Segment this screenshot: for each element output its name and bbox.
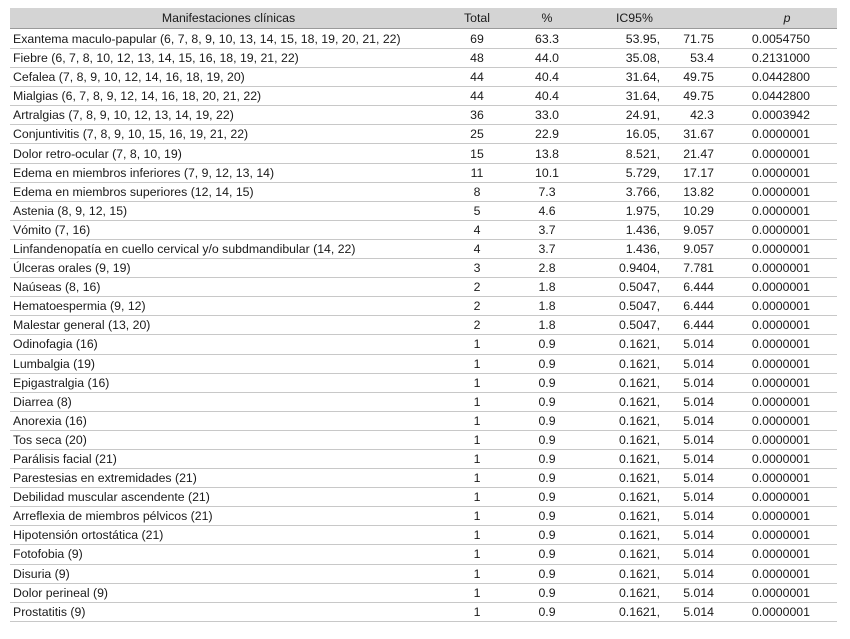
percent-cell: 0.9 <box>507 526 587 545</box>
p-value-cell: 0.0000001 <box>737 316 837 335</box>
ci95-cell <box>587 87 737 106</box>
ci95-high: 5.014 <box>683 509 714 524</box>
p-value-cell: 0.0000001 <box>737 125 837 144</box>
ci95-high: 7.781 <box>683 261 714 276</box>
ci95-low: 0.1621, <box>618 432 660 447</box>
ci95-low: 0.1621, <box>618 604 660 619</box>
total-cell: 36 <box>447 106 507 125</box>
table-row <box>10 182 837 201</box>
table-row <box>10 49 837 68</box>
table-row <box>10 29 837 49</box>
ci95-cell <box>587 354 737 373</box>
ci95-cell <box>587 182 737 201</box>
ci95-cell <box>587 335 737 354</box>
ci95-cell <box>587 392 737 411</box>
table-row <box>10 316 837 335</box>
ci95-low: 31.64, <box>625 70 660 85</box>
manifestation-cell: Astenia (8, 9, 12, 15) <box>10 201 447 220</box>
percent-cell: 3.7 <box>507 220 587 239</box>
total-cell: 25 <box>447 125 507 144</box>
ci95-high: 5.014 <box>683 547 714 562</box>
manifestation-cell: Hipotensión ortostática (21) <box>10 526 447 545</box>
ci95-cell <box>587 297 737 316</box>
percent-cell: 0.9 <box>507 602 587 621</box>
table-row <box>10 488 837 507</box>
percent-cell: 2.8 <box>507 259 587 278</box>
total-cell: 44 <box>447 87 507 106</box>
total-cell: 1 <box>447 602 507 621</box>
table-row <box>10 68 837 87</box>
ci95-high: 5.014 <box>683 471 714 486</box>
ci95-high: 5.014 <box>683 528 714 543</box>
ci95-cell <box>587 278 737 297</box>
manifestation-cell: Linfandenopatía en cuello cervical y/o subdmandibular (14, 22) <box>10 239 447 258</box>
manifestation-cell: Mialgias (6, 7, 8, 9, 12, 14, 16, 18, 20, 21, 22) <box>10 87 447 106</box>
percent-cell: 22.9 <box>507 125 587 144</box>
total-cell: 2 <box>447 278 507 297</box>
ci95-cell <box>587 201 737 220</box>
manifestation-cell: Fiebre (6, 7, 8, 10, 12, 13, 14, 15, 16, 18, 19, 21, 22) <box>10 49 447 68</box>
ci95-high: 9.057 <box>683 222 714 237</box>
ci95-cell <box>587 239 737 258</box>
ci95-high: 10.29 <box>683 203 714 218</box>
ci95-cell <box>587 507 737 526</box>
table-row <box>10 144 837 163</box>
p-value-cell: 0.0000001 <box>737 239 837 258</box>
manifestation-cell: Prostatitis (9) <box>10 602 447 621</box>
ci95-high: 49.75 <box>683 70 714 85</box>
table-row <box>10 239 837 258</box>
p-value-cell: 0.0000001 <box>737 583 837 602</box>
ci95-cell <box>587 488 737 507</box>
manifestation-cell: Anorexia (16) <box>10 411 447 430</box>
percent-cell: 40.4 <box>507 87 587 106</box>
percent-cell: 0.9 <box>507 392 587 411</box>
total-cell: 1 <box>447 411 507 430</box>
p-value-cell: 0.0000001 <box>737 201 837 220</box>
ci95-cell <box>587 259 737 278</box>
p-value-cell: 0.2131000 <box>737 49 837 68</box>
ci95-high: 5.014 <box>683 585 714 600</box>
percent-cell: 0.9 <box>507 335 587 354</box>
ci95-low: 0.1621, <box>618 585 660 600</box>
percent-cell: 0.9 <box>507 564 587 583</box>
ci95-low: 1.436, <box>625 222 660 237</box>
manifestation-cell: Conjuntivitis (7, 8, 9, 10, 15, 16, 19, 21, 22) <box>10 125 447 144</box>
table-row <box>10 373 837 392</box>
percent-cell: 0.9 <box>507 449 587 468</box>
percent-cell: 10.1 <box>507 163 587 182</box>
total-cell: 11 <box>447 163 507 182</box>
ci95-high: 5.014 <box>683 452 714 467</box>
p-value-cell: 0.0000001 <box>737 354 837 373</box>
manifestation-cell: Disuria (9) <box>10 564 447 583</box>
manifestation-cell: Edema en miembros superiores (12, 14, 15) <box>10 182 447 201</box>
manifestation-cell: Arreflexia de miembros pélvicos (21) <box>10 507 447 526</box>
ci95-cell <box>587 29 737 49</box>
ci95-low: 0.5047, <box>618 280 660 295</box>
p-value-cell: 0.0000001 <box>737 469 837 488</box>
ci95-cell <box>587 430 737 449</box>
ci95-low: 16.05, <box>625 127 660 142</box>
p-value-cell: 0.0000001 <box>737 488 837 507</box>
total-cell: 1 <box>447 488 507 507</box>
ci95-cell <box>587 602 737 621</box>
p-value-cell: 0.0000001 <box>737 373 837 392</box>
p-value-cell: 0.0054750 <box>737 29 837 49</box>
table-header <box>10 8 837 29</box>
ci95-low: 3.766, <box>625 184 660 199</box>
manifestation-cell: Naúseas (8, 16) <box>10 278 447 297</box>
ci95-low: 35.08, <box>625 51 660 66</box>
ci95-cell <box>587 144 737 163</box>
ci95-cell <box>587 125 737 144</box>
total-cell: 1 <box>447 335 507 354</box>
percent-cell: 0.9 <box>507 411 587 430</box>
table-row <box>10 507 837 526</box>
table-row <box>10 125 837 144</box>
percent-cell: 7.3 <box>507 182 587 201</box>
ci95-cell <box>587 564 737 583</box>
p-value-cell: 0.0000001 <box>737 144 837 163</box>
ci95-cell <box>587 411 737 430</box>
table-row <box>10 564 837 583</box>
table-row <box>10 392 837 411</box>
total-cell: 69 <box>447 29 507 49</box>
manifestation-cell: Epigastralgia (16) <box>10 373 447 392</box>
ci95-low: 0.1621, <box>618 337 660 352</box>
percent-cell: 0.9 <box>507 488 587 507</box>
ci95-low: 0.1621, <box>618 509 660 524</box>
ci95-high: 5.014 <box>683 604 714 619</box>
ci95-high: 42.3 <box>690 108 714 123</box>
total-cell: 5 <box>447 201 507 220</box>
table-row <box>10 430 837 449</box>
table-row <box>10 354 837 373</box>
p-value-cell: 0.0000001 <box>737 430 837 449</box>
ci95-cell <box>587 220 737 239</box>
ci95-cell <box>587 526 737 545</box>
percent-cell: 0.9 <box>507 469 587 488</box>
percent-cell: 1.8 <box>507 297 587 316</box>
header-total: Total <box>447 8 507 29</box>
ci95-high: 6.444 <box>683 280 714 295</box>
total-cell: 48 <box>447 49 507 68</box>
ci95-low: 24.91, <box>625 108 660 123</box>
percent-cell: 0.9 <box>507 545 587 564</box>
total-cell: 2 <box>447 316 507 335</box>
header-percent: % <box>507 8 587 29</box>
ci95-low: 31.64, <box>625 89 660 104</box>
ci95-cell <box>587 449 737 468</box>
ci95-low: 5.729, <box>625 165 660 180</box>
p-value-cell: 0.0000001 <box>737 449 837 468</box>
clinical-manifestations-table <box>10 8 837 622</box>
manifestation-cell: Tos seca (20) <box>10 430 447 449</box>
total-cell: 44 <box>447 68 507 87</box>
table-row <box>10 201 837 220</box>
percent-cell: 0.9 <box>507 583 587 602</box>
manifestation-cell: Diarrea (8) <box>10 392 447 411</box>
manifestation-cell: Malestar general (13, 20) <box>10 316 447 335</box>
ci95-low: 0.1621, <box>618 528 660 543</box>
total-cell: 1 <box>447 545 507 564</box>
p-value-cell: 0.0000001 <box>737 411 837 430</box>
ci95-high: 5.014 <box>683 375 714 390</box>
ci95-high: 31.67 <box>683 127 714 142</box>
ci95-high: 13.82 <box>683 184 714 199</box>
ci95-low: 0.1621, <box>618 356 660 371</box>
percent-cell: 0.9 <box>507 373 587 392</box>
total-cell: 4 <box>447 220 507 239</box>
percent-cell: 33.0 <box>507 106 587 125</box>
p-value-cell: 0.0000001 <box>737 602 837 621</box>
total-cell: 1 <box>447 392 507 411</box>
p-value-cell: 0.0442800 <box>737 87 837 106</box>
p-value-cell: 0.0003942 <box>737 106 837 125</box>
p-value-cell: 0.0442800 <box>737 68 837 87</box>
ci95-cell <box>587 163 737 182</box>
ci95-high: 71.75 <box>683 31 714 46</box>
ci95-low: 8.521, <box>625 146 660 161</box>
manifestation-cell: Parálisis facial (21) <box>10 449 447 468</box>
table-row <box>10 278 837 297</box>
total-cell: 1 <box>447 449 507 468</box>
table-row <box>10 469 837 488</box>
total-cell: 3 <box>447 259 507 278</box>
ci95-cell <box>587 106 737 125</box>
ci95-cell <box>587 316 737 335</box>
manifestation-cell: Odinofagia (16) <box>10 335 447 354</box>
percent-cell: 63.3 <box>507 29 587 49</box>
total-cell: 1 <box>447 430 507 449</box>
table-row <box>10 411 837 430</box>
ci95-high: 49.75 <box>683 89 714 104</box>
table-row <box>10 449 837 468</box>
ci95-high: 5.014 <box>683 356 714 371</box>
p-value-cell: 0.0000001 <box>737 507 837 526</box>
percent-cell: 0.9 <box>507 354 587 373</box>
ci95-low: 0.9404, <box>618 261 660 276</box>
manifestation-cell: Cefalea (7, 8, 9, 10, 12, 14, 16, 18, 19, 20) <box>10 68 447 87</box>
header-ci95: IC95% <box>587 8 737 29</box>
ci95-high: 5.014 <box>683 490 714 505</box>
p-value-cell: 0.0000001 <box>737 564 837 583</box>
manifestation-cell: Dolor retro-ocular (7, 8, 10, 19) <box>10 144 447 163</box>
percent-cell: 13.8 <box>507 144 587 163</box>
table-row <box>10 259 837 278</box>
table-row <box>10 106 837 125</box>
ci95-high: 5.014 <box>683 394 714 409</box>
percent-cell: 4.6 <box>507 201 587 220</box>
manifestation-cell: Úlceras orales (9, 19) <box>10 259 447 278</box>
ci95-high: 53.4 <box>690 51 714 66</box>
table-row <box>10 87 837 106</box>
ci95-low: 1.436, <box>625 241 660 256</box>
ci95-high: 6.444 <box>683 318 714 333</box>
ci95-high: 5.014 <box>683 413 714 428</box>
p-value-cell: 0.0000001 <box>737 526 837 545</box>
percent-cell: 0.9 <box>507 507 587 526</box>
ci95-cell <box>587 68 737 87</box>
table-row <box>10 220 837 239</box>
table-row <box>10 297 837 316</box>
header-row <box>10 8 837 29</box>
total-cell: 1 <box>447 526 507 545</box>
ci95-low: 0.5047, <box>618 299 660 314</box>
manifestation-cell: Parestesias en extremidades (21) <box>10 469 447 488</box>
manifestation-cell: Debilidad muscular ascendente (21) <box>10 488 447 507</box>
ci95-high: 17.17 <box>683 165 714 180</box>
percent-cell: 1.8 <box>507 278 587 297</box>
ci95-cell <box>587 583 737 602</box>
clinical-manifestations-table-container <box>10 8 837 622</box>
table-row <box>10 583 837 602</box>
total-cell: 1 <box>447 373 507 392</box>
ci95-high: 5.014 <box>683 432 714 447</box>
p-value-cell: 0.0000001 <box>737 163 837 182</box>
manifestation-cell: Lumbalgia (19) <box>10 354 447 373</box>
header-p-value: p <box>737 8 837 29</box>
total-cell: 8 <box>447 182 507 201</box>
ci95-high: 5.014 <box>683 337 714 352</box>
ci95-low: 0.1621, <box>618 566 660 581</box>
p-value-cell: 0.0000001 <box>737 545 837 564</box>
p-value-cell: 0.0000001 <box>737 278 837 297</box>
manifestation-cell: Artralgias (7, 8, 9, 10, 12, 13, 14, 19, 22) <box>10 106 447 125</box>
ci95-low: 0.1621, <box>618 413 660 428</box>
table-row <box>10 545 837 564</box>
ci95-low: 53.95, <box>625 31 660 46</box>
ci95-low: 0.1621, <box>618 375 660 390</box>
ci95-high: 9.057 <box>683 241 714 256</box>
total-cell: 4 <box>447 239 507 258</box>
ci95-cell <box>587 49 737 68</box>
manifestation-cell: Vómito (7, 16) <box>10 220 447 239</box>
total-cell: 2 <box>447 297 507 316</box>
table-row <box>10 163 837 182</box>
ci95-high: 6.444 <box>683 299 714 314</box>
ci95-low: 0.1621, <box>618 490 660 505</box>
total-cell: 1 <box>447 354 507 373</box>
total-cell: 1 <box>447 469 507 488</box>
ci95-high: 5.014 <box>683 566 714 581</box>
p-value-cell: 0.0000001 <box>737 392 837 411</box>
ci95-cell <box>587 373 737 392</box>
percent-cell: 1.8 <box>507 316 587 335</box>
percent-cell: 0.9 <box>507 430 587 449</box>
ci95-cell <box>587 545 737 564</box>
p-value-cell: 0.0000001 <box>737 335 837 354</box>
p-value-cell: 0.0000001 <box>737 259 837 278</box>
table-body <box>10 29 837 622</box>
table-row <box>10 526 837 545</box>
manifestation-cell: Edema en miembros inferiores (7, 9, 12, 13, 14) <box>10 163 447 182</box>
ci95-low: 1.975, <box>625 203 660 218</box>
manifestation-cell: Hematoespermia (9, 12) <box>10 297 447 316</box>
percent-cell: 3.7 <box>507 239 587 258</box>
manifestation-cell: Exantema maculo-papular (6, 7, 8, 9, 10, 13, 14, 15, 18, 19, 20, 21, 22) <box>10 29 447 49</box>
ci95-cell <box>587 469 737 488</box>
ci95-low: 0.1621, <box>618 471 660 486</box>
table-row <box>10 602 837 621</box>
header-manifestation: Manifestaciones clínicas <box>10 8 447 29</box>
p-value-cell: 0.0000001 <box>737 220 837 239</box>
manifestation-cell: Dolor perineal (9) <box>10 583 447 602</box>
p-value-cell: 0.0000001 <box>737 297 837 316</box>
total-cell: 1 <box>447 583 507 602</box>
percent-cell: 40.4 <box>507 68 587 87</box>
ci95-high: 21.47 <box>683 146 714 161</box>
ci95-low: 0.5047, <box>618 318 660 333</box>
total-cell: 1 <box>447 564 507 583</box>
table-row <box>10 335 837 354</box>
manifestation-cell: Fotofobia (9) <box>10 545 447 564</box>
p-value-cell: 0.0000001 <box>737 182 837 201</box>
ci95-low: 0.1621, <box>618 394 660 409</box>
ci95-low: 0.1621, <box>618 547 660 562</box>
total-cell: 1 <box>447 507 507 526</box>
total-cell: 15 <box>447 144 507 163</box>
ci95-low: 0.1621, <box>618 452 660 467</box>
percent-cell: 44.0 <box>507 49 587 68</box>
